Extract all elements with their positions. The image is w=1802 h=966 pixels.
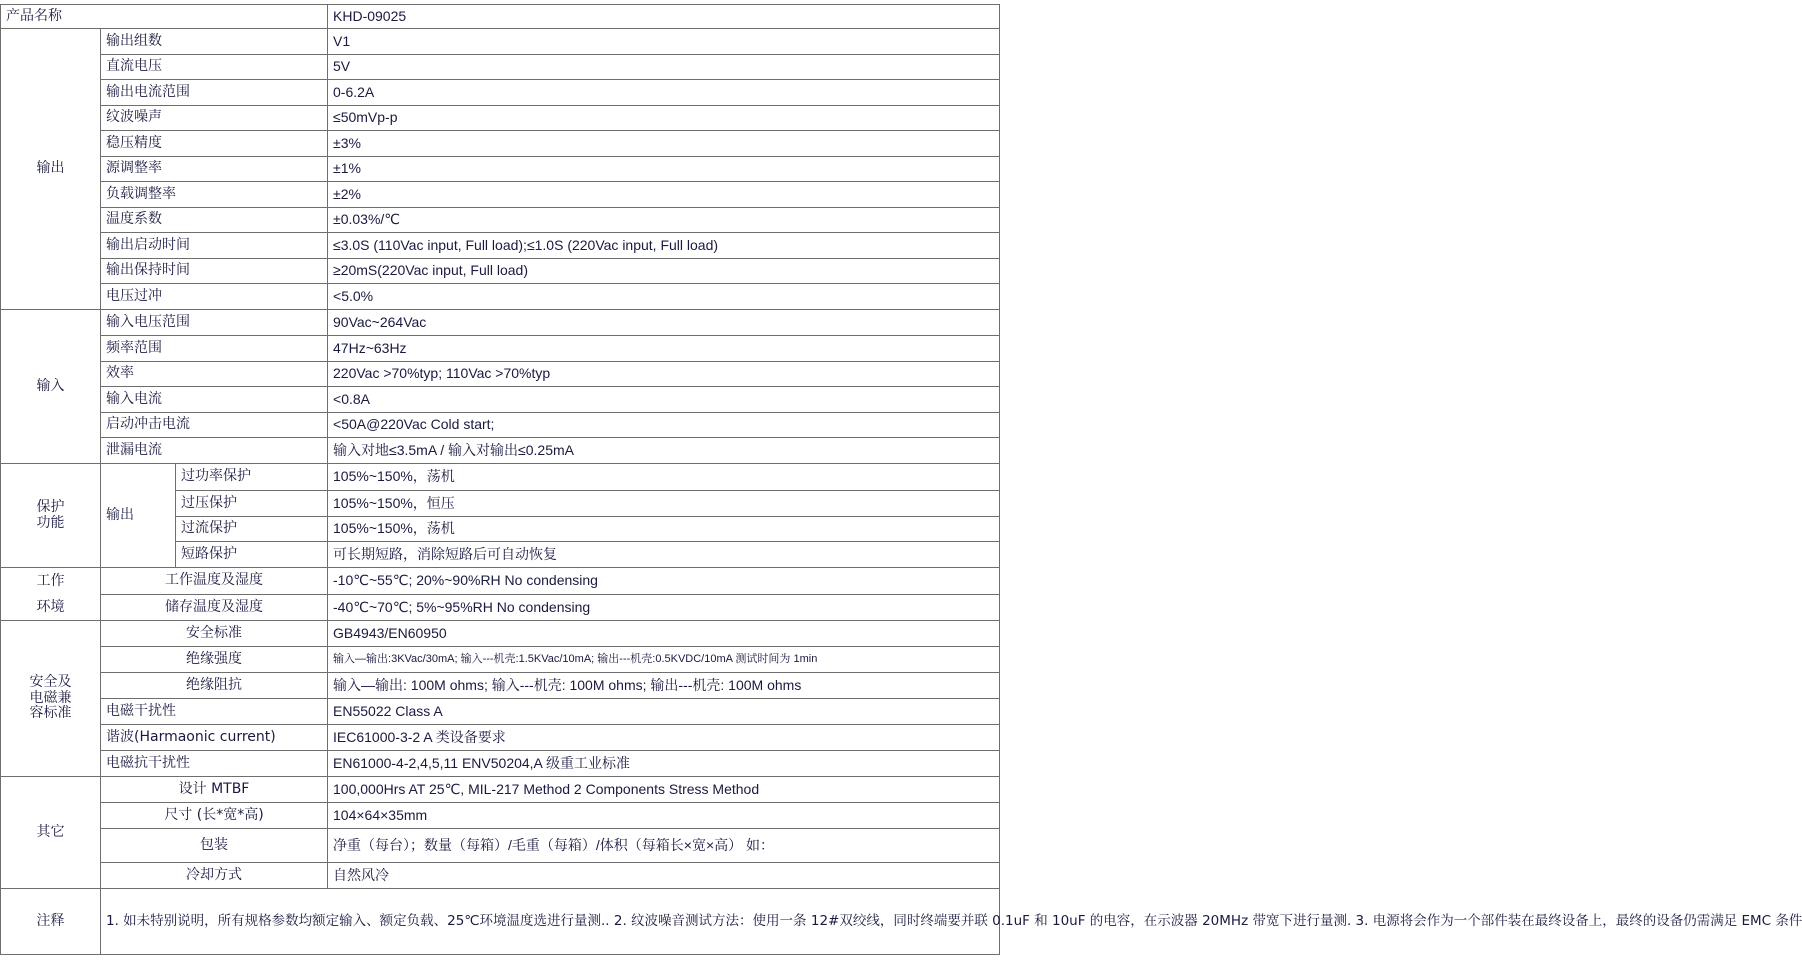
notes-content: [101, 889, 1802, 955]
spec-value: <0.8A: [328, 387, 1000, 413]
note-line: 1. 如未特别说明，所有规格参数均额定输入、额定负载、25℃环境温度选进行量测..: [106, 913, 610, 930]
output-row: [1, 55, 1000, 80]
spec-value: 净重（每台）；数量（每箱）/毛重（每箱）/体积（每箱长×宽×高） 如：: [328, 829, 1000, 863]
spec-value: 104×64×35mm: [328, 803, 1000, 829]
environment-row: [1, 594, 1000, 621]
spec-label: 启动冲击电流: [101, 413, 328, 438]
product-label: 产品名称: [1, 5, 328, 29]
spec-value: ≤3.0S (110Vac input, Full load);≤1.0S (220Vac input, Full load): [328, 233, 1000, 259]
spec-value: 输入对地≤3.5mA / 输入对输出≤0.25mA: [328, 438, 1000, 464]
output-row: [1, 106, 1000, 131]
spec-value: ±1%: [328, 157, 1000, 182]
environment-group-label: [1, 568, 101, 621]
output-row: [1, 208, 1000, 233]
spec-label: 电压过冲: [101, 284, 328, 310]
spec-label: 包装: [101, 829, 328, 863]
others-row: [1, 829, 1000, 863]
spec-label: 源调整率: [101, 157, 328, 182]
spec-label: 冷却方式: [101, 863, 328, 889]
spec-value: 100,000Hrs AT 25℃, MIL-217 Method 2 Components Stress Method: [328, 777, 1000, 803]
input-group-label: 输入: [1, 310, 101, 464]
notes-row: [1, 889, 1000, 955]
output-row: [1, 157, 1000, 182]
spec-label: 输出保持时间: [101, 259, 328, 284]
spec-value: 输入—输出:3KVac/30mA; 输入---机壳:1.5KVac/10mA; 输出---机壳:0.5KVDC/10mA 测试时间为 1min: [328, 647, 1000, 673]
input-row: [1, 336, 1000, 362]
safety-row: [1, 673, 1000, 699]
spec-value: 105%~150%，恒压: [328, 491, 1000, 517]
input-row: [1, 362, 1000, 387]
spec-value: <5.0%: [328, 284, 1000, 310]
output-group-label: 输出: [1, 29, 101, 310]
spec-label: 设计 MTBF: [101, 777, 328, 803]
spec-value: 47Hz~63Hz: [328, 336, 1000, 362]
safety-row: [1, 621, 1000, 647]
protection-sub-label: 输出: [101, 464, 176, 568]
spec-value: -40℃~70℃; 5%~95%RH No condensing: [328, 594, 1000, 621]
note-line: 3. 电源将会作为一个部件装在最终设备上，最终的设备仍需满足 EMC 条件: [1355, 913, 1802, 930]
safety-row: [1, 699, 1000, 725]
spec-label: 谐波(Harmaonic current): [101, 725, 328, 751]
input-row: [1, 438, 1000, 464]
spec-value: GB4943/EN60950: [328, 621, 1000, 647]
spec-value: 90Vac~264Vac: [328, 310, 1000, 336]
spec-label: 输出组数: [101, 29, 328, 55]
spec-label: 泄漏电流: [101, 438, 328, 464]
spec-label: 过流保护: [176, 517, 328, 542]
spec-label: 输入电压范围: [101, 310, 328, 336]
spec-label: 绝缘阻抗: [101, 673, 328, 699]
spec-value: EN55022 Class A: [328, 699, 1000, 725]
spec-label: 稳压精度: [101, 131, 328, 157]
environment-row: [1, 568, 1000, 595]
spec-value: ±2%: [328, 182, 1000, 208]
input-row: [1, 387, 1000, 413]
spec-value: 220Vac >70%typ; 110Vac >70%typ: [328, 362, 1000, 387]
spec-value: ≥20mS(220Vac input, Full load): [328, 259, 1000, 284]
spec-value: 可长期短路，消除短路后可自动恢复: [328, 542, 1000, 568]
spec-label: 效率: [101, 362, 328, 387]
product-value: KHD-09025: [328, 5, 1000, 29]
protection-row: [1, 464, 1000, 491]
output-row: [1, 182, 1000, 208]
spec-value: IEC61000-3-2 A 类设备要求: [328, 725, 1000, 751]
spec-label: 输入电流: [101, 387, 328, 413]
spec-value: 5V: [328, 55, 1000, 80]
safety-row: [1, 647, 1000, 673]
output-row: [1, 233, 1000, 259]
spec-value: EN61000-4-2,4,5,11 ENV50204,A 级重工业标准: [328, 751, 1000, 777]
safety-row: [1, 751, 1000, 777]
spec-label: 电磁干扰性: [101, 699, 328, 725]
safety-group-line2: 电磁兼: [29, 689, 72, 706]
input-row: [1, 413, 1000, 438]
protection-group-label: [1, 464, 101, 568]
protection-group-line2: 功能: [36, 514, 65, 531]
spec-label: 电磁抗干扰性: [101, 751, 328, 777]
spec-value: 自然风冷: [328, 863, 1000, 889]
spec-value: <50A@220Vac Cold start;: [328, 413, 1000, 438]
spec-label: 输出启动时间: [101, 233, 328, 259]
spec-label: 安全标准: [101, 621, 328, 647]
spec-label: 工作温度及湿度: [101, 568, 328, 595]
environment-group-line1: 工作: [36, 573, 65, 589]
spec-label: 直流电压: [101, 55, 328, 80]
spec-value: ±0.03%/℃: [328, 208, 1000, 233]
others-row: [1, 863, 1000, 889]
spec-label: 频率范围: [101, 336, 328, 362]
spec-value: V1: [328, 29, 1000, 55]
safety-group-line3: 容标准: [29, 705, 72, 722]
others-group-label: 其它: [1, 777, 101, 889]
spec-table: [0, 4, 1802, 955]
spec-label: 纹波噪声: [101, 106, 328, 131]
spec-value: -10℃~55℃; 20%~90%RH No condensing: [328, 568, 1000, 595]
product-row: [1, 5, 1000, 29]
spec-label: 输出电流范围: [101, 80, 328, 106]
protection-group-line1: 保护: [36, 499, 65, 516]
spec-value: ±3%: [328, 131, 1000, 157]
others-row: [1, 803, 1000, 829]
safety-group-line1: 安全及: [29, 674, 72, 691]
spec-label: 温度系数: [101, 208, 328, 233]
safety-row: [1, 725, 1000, 751]
spec-value: 105%~150%，荡机: [328, 464, 1000, 491]
output-row: [1, 259, 1000, 284]
spec-value: ≤50mVp-p: [328, 106, 1000, 131]
note-line: 2. 纹波噪音测试方法：使用一条 12#双绞线，同时终端要并联 0.1uF 和 10uF 的电容，在示波器 20MHz 带宽下进行量测.: [613, 913, 1352, 930]
spec-label: 负载调整率: [101, 182, 328, 208]
spec-label: 储存温度及湿度: [101, 594, 328, 621]
notes-group-label: 注释: [1, 889, 101, 955]
output-row: [1, 80, 1000, 106]
environment-group-line2: 环境: [36, 599, 65, 615]
others-row: [1, 777, 1000, 803]
spec-label: 过功率保护: [176, 464, 328, 491]
spec-value: 输入—输出: 100M ohms; 输入---机壳: 100M ohms; 输出---机壳: 100M ohms: [328, 673, 1000, 699]
output-row: [1, 284, 1000, 310]
output-row: [1, 29, 1000, 55]
spec-label: 尺寸 (长*宽*高): [101, 803, 328, 829]
spec-label: 绝缘强度: [101, 647, 328, 673]
spec-label: 过压保护: [176, 491, 328, 517]
input-row: [1, 310, 1000, 336]
spec-value: 105%~150%，荡机: [328, 517, 1000, 542]
spec-label: 短路保护: [176, 542, 328, 568]
output-row: [1, 131, 1000, 157]
spec-value: 0-6.2A: [328, 80, 1000, 106]
safety-group-label: [1, 621, 101, 777]
